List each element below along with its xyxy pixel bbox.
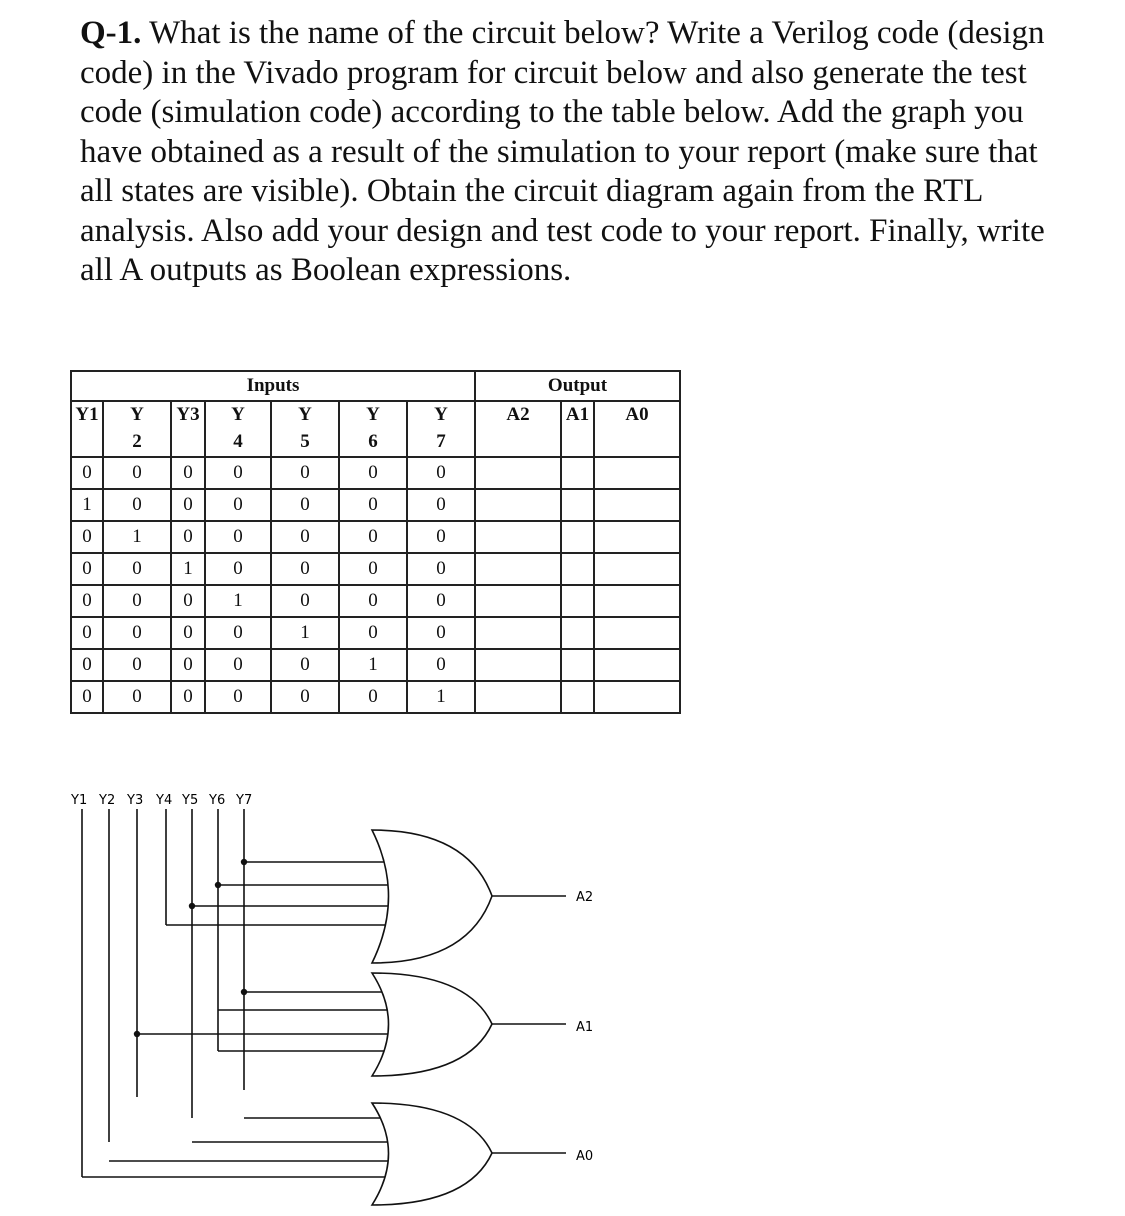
output-cell [561,649,594,681]
input-label-y5: Y5 [182,793,199,808]
or-gate-a1 [372,973,492,1076]
input-cell: 1 [103,521,171,553]
output-cell [561,617,594,649]
input-cell: 0 [339,457,407,489]
input-cell: 0 [271,521,339,553]
input-label-y4: Y4 [156,793,173,808]
output-cell [561,489,594,521]
output-cell [561,553,594,585]
input-cell: 0 [407,649,475,681]
input-cell: 1 [205,585,271,617]
input-cell: 0 [339,617,407,649]
input-labels [70,793,252,808]
inputs-group-header: Inputs [71,371,475,401]
output-cell [475,649,561,681]
output-group-header: Output [475,371,680,401]
header-y7-bottom: 7 [407,428,475,457]
input-cell: 0 [407,553,475,585]
output-cell [475,553,561,585]
input-cell: 0 [271,585,339,617]
input-cell: 0 [71,585,103,617]
input-cell: 0 [407,521,475,553]
input-cell: 0 [71,681,103,713]
input-cell: 1 [407,681,475,713]
header-a2-bottom [475,428,561,457]
input-cell: 0 [171,681,205,713]
table-row [71,457,680,489]
input-cell: 0 [407,585,475,617]
table-row [71,617,680,649]
output-cell [594,553,680,585]
input-cell: 0 [71,457,103,489]
output-cell [594,649,680,681]
input-cell: 1 [71,489,103,521]
input-label-y3: Y3 [127,793,144,808]
header-y5-top: Y [271,401,339,428]
table-row [71,553,680,585]
input-label-y2: Y2 [99,793,116,808]
output-cell [594,489,680,521]
input-cell: 0 [339,489,407,521]
header-y4-bottom: 4 [205,428,271,457]
input-cell: 0 [103,681,171,713]
output-cell [594,617,680,649]
header-y4-top: Y [205,401,271,428]
input-cell: 0 [205,457,271,489]
output-cell [594,521,680,553]
input-cell: 0 [205,649,271,681]
input-cell: 1 [271,617,339,649]
or-gate-a0 [372,1103,492,1205]
output-cell [594,585,680,617]
input-cell: 0 [407,457,475,489]
header-a2: A2 [475,401,561,428]
input-cell: 0 [271,649,339,681]
input-cell: 0 [205,521,271,553]
table-row [71,681,680,713]
input-cell: 0 [271,553,339,585]
input-cell: 0 [271,489,339,521]
input-cell: 0 [71,553,103,585]
input-label-y6: Y6 [209,793,226,808]
output-label-a2: A2 [576,890,594,905]
input-cell: 0 [171,617,205,649]
header-y3: Y3 [171,401,205,428]
input-cell: 0 [271,457,339,489]
table-row [71,649,680,681]
output-cell [594,681,680,713]
header-y6-top: Y [339,401,407,428]
input-cell: 0 [103,617,171,649]
input-cell: 0 [171,489,205,521]
output-cell [561,521,594,553]
input-cell: 0 [103,489,171,521]
input-cell: 0 [71,649,103,681]
input-cell: 0 [103,649,171,681]
input-cell: 0 [71,617,103,649]
input-cell: 0 [205,681,271,713]
input-cell: 0 [339,681,407,713]
input-cell: 0 [103,553,171,585]
input-cell: 0 [71,521,103,553]
input-cell: 0 [171,457,205,489]
input-cell: 0 [171,521,205,553]
header-a0-bottom [594,428,680,457]
output-cell [475,585,561,617]
header-a1-bottom [561,428,594,457]
table-row [71,521,680,553]
output-cell [475,521,561,553]
input-cell: 0 [407,617,475,649]
circuit-wires [82,809,390,1177]
truth-table [70,370,681,714]
output-cell [561,457,594,489]
input-cell: 0 [271,681,339,713]
input-cell: 1 [171,553,205,585]
question-body: What is the name of the circuit below? Write a Verilog code (design code) in the Vivado program for circuit below and also generate the test code (simulation code) according to the table below. Add the graph you have obtained as a result of the simulation to your report (make sure that all states are visible). Obtain the circuit diagram again from the RTL analysis. Also add your design and test code to your report. Finally, write all A outputs as Boolean expressions. [80,15,1045,288]
table-row [71,489,680,521]
output-cell [561,681,594,713]
output-cell [475,617,561,649]
header-y6-bottom: 6 [339,428,407,457]
header-y2-top: Y [103,401,171,428]
output-cell [561,585,594,617]
input-cell: 0 [205,489,271,521]
header-y3-bottom [171,428,205,457]
input-label-y1: Y1 [71,793,88,808]
input-cell: 0 [339,585,407,617]
question-number: Q-1. [80,15,142,51]
output-cell [475,681,561,713]
output-cell [475,489,561,521]
input-cell: 0 [339,521,407,553]
input-cell: 0 [205,553,271,585]
header-a1: A1 [561,401,594,428]
header-y2-bottom: 2 [103,428,171,457]
input-cell: 0 [339,553,407,585]
output-cell [594,457,680,489]
input-cell: 0 [407,489,475,521]
input-cell: 1 [339,649,407,681]
header-y1: Y1 [71,401,103,428]
question-text [80,14,1070,291]
header-y5-bottom: 5 [271,428,339,457]
encoder-circuit-diagram [60,785,680,1215]
header-y7-top: Y [407,401,475,428]
input-cell: 0 [171,585,205,617]
input-label-y7: Y7 [236,793,253,808]
input-cell: 0 [171,649,205,681]
or-gate-a2 [372,830,492,963]
input-cell: 0 [103,585,171,617]
output-cell [475,457,561,489]
input-cell: 0 [205,617,271,649]
output-label-a1: A1 [576,1020,594,1035]
input-cell: 0 [103,457,171,489]
table-row [71,585,680,617]
output-label-a0: A0 [576,1149,594,1164]
header-y1-bottom [71,428,103,457]
header-a0: A0 [594,401,680,428]
